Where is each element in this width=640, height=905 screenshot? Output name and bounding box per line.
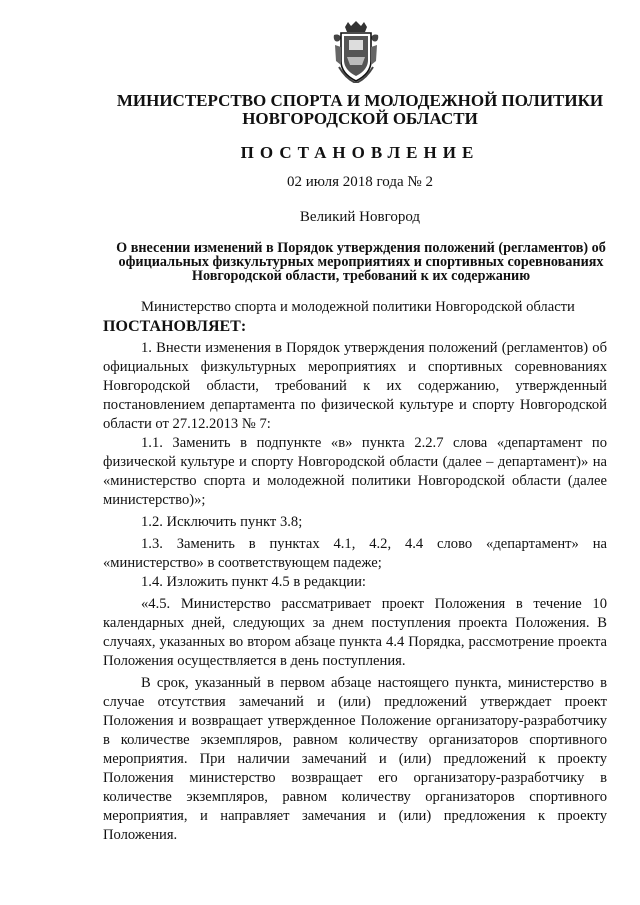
clause-1-1: 1.1. Заменить в подпункте «в» пункта 2.2.7 слова «департамент по физической культуре и спорту Новгородской области (далее – департамент)» на «министерство спорта и молодежной политики Новгородской области (далее министерство)»; — [103, 435, 607, 508]
final-paragraph: В срок, указанный в первом абзаце настоящего пункта, министерство в случае отсутствия замечаний и (или) предложений утверждает проект Положения и возвращает утвержденное Положение организатору-разработчику в количестве экземпляров, равном количеству организаторов спортивного мероприятия. При наличии замечаний и (или) предложений к проекту Положения министерство возвращает его организатору-разработчику в количестве экземпляров, равном количеству организаторов спортивного мероприятия, и направляет замечания и (или) предложения к проекту Положения. — [103, 675, 607, 843]
clause-1-4: 1.4. Изложить пункт 4.5 в редакции: — [141, 574, 366, 590]
document-city: Великий Новгород — [299, 209, 421, 225]
clause-1-3: 1.3. Заменить в пунктах 4.1, 4.2, 4.4 слово «департамент» на «министерство» в соответствующем падеже; — [103, 536, 607, 571]
document-type: ПОСТАНОВЛЕНИЕ — [240, 143, 480, 162]
clause-4-5-text: «4.5. Министерство рассматривает проект Положения в течение 10 календарных дней, следующих за днем поступления проекта Положения. В случаях, указанных во втором абзаце пункта 4.4 Порядка, рассмотрение проекта Положения осуществляется в день поступления. — [103, 596, 607, 669]
decree-word: ПОСТАНОВЛЯЕТ: — [103, 318, 247, 335]
coat-of-arms-icon — [331, 21, 381, 83]
preamble-paragraph: Министерство спорта и молодежной политики Новгородской области — [141, 299, 575, 315]
clause-1: 1. Внести изменения в Порядок утверждения положений (регламентов) об официальных физкультурных мероприятиях и спортивных соревнованиях Новгородской области, требований к их содержанию, утвержденный постановлением департамента по физической культуре и спорту Новгородской области от 27.12.2013 № 7: — [103, 340, 607, 432]
document-date-number: 02 июля 2018 года № 2 — [287, 174, 433, 190]
ministry-name-line1: МИНИСТЕРСТВО СПОРТА И МОЛОДЕЖНОЙ ПОЛИТИКИ — [116, 91, 604, 110]
ministry-name — [60, 92, 640, 128]
document-subject: О внесении изменений в Порядок утверждения положений (регламентов) об официальных физкультурных мероприятиях и спортивных соревнованиях Новгородской области, требований к их содержанию — [116, 240, 606, 284]
document-body — [103, 298, 607, 845]
ministry-name-line2: НОВГОРОДСКОЙ ОБЛАСТИ — [242, 109, 478, 128]
clause-1-2: 1.2. Исключить пункт 3.8; — [141, 514, 303, 530]
